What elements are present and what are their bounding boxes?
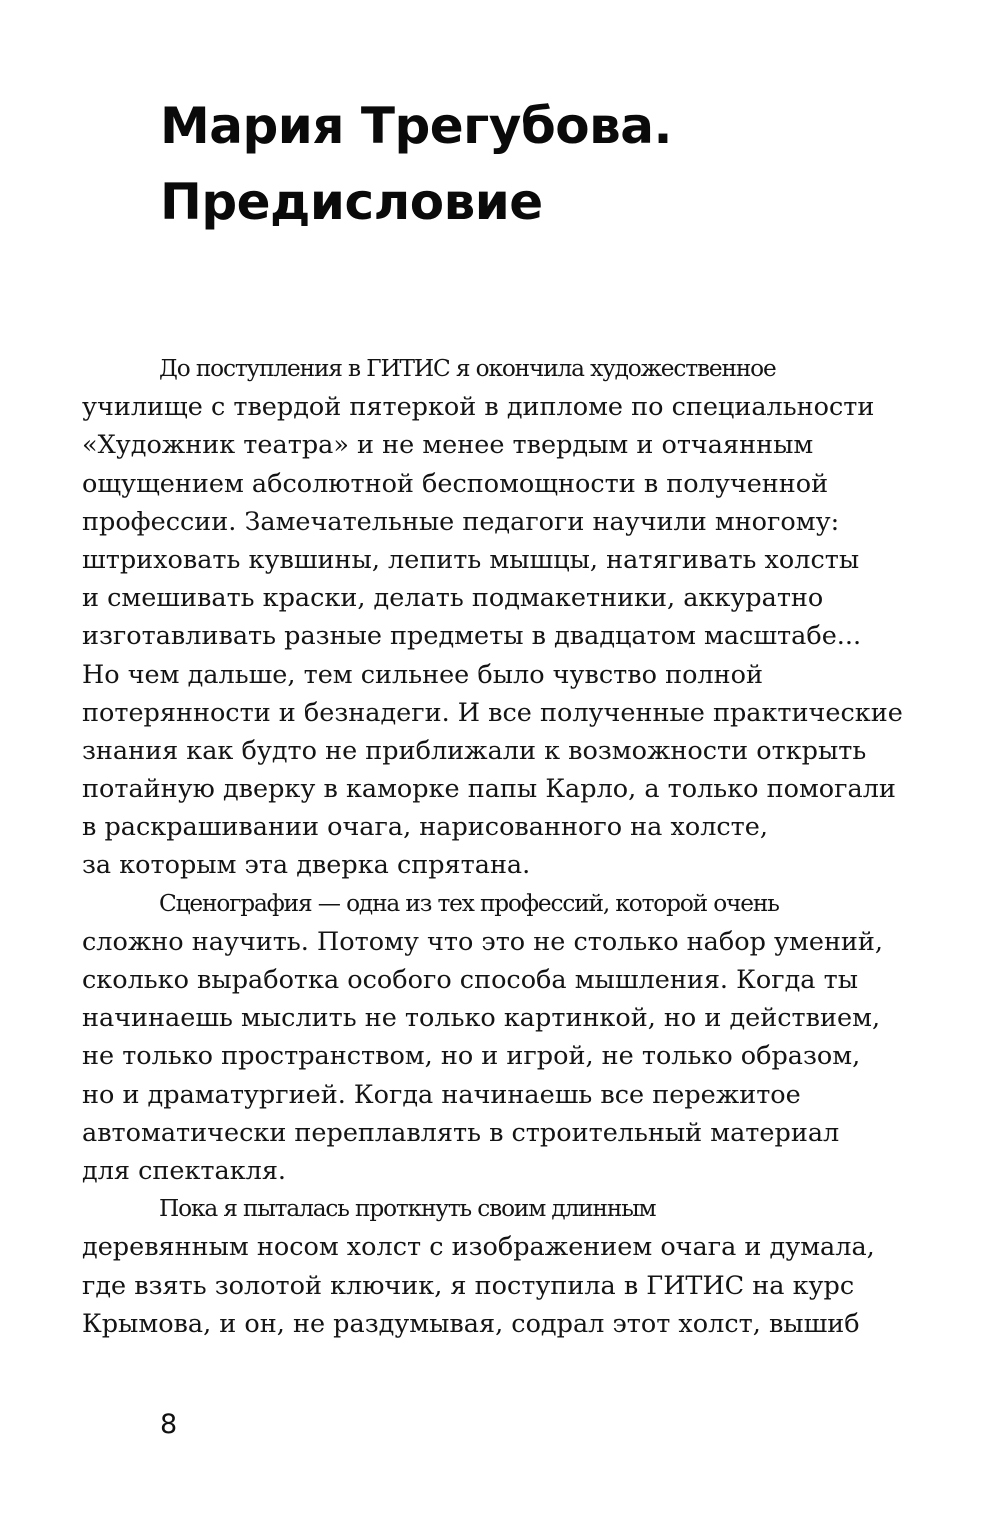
chapter-title-line-1: Мария Трегубова. [160,97,672,155]
text-line: училище с твердой пятеркой в дипломе по специальности [82,392,875,423]
text-line: не только пространством, но и игрой, не только образом, [82,1041,861,1072]
text-line: Пока я пыталась проткнуть своим длинным [159,1195,656,1223]
text-line: «Художник театра» и не менее твердым и отчаянным [82,430,814,461]
text-line: для спектакля. [82,1155,287,1186]
text-line: но и драматургией. Когда начинаешь все пережитое [82,1079,801,1110]
text-line: До поступления в ГИТИС я окончила художественное [159,355,776,382]
text-line: и смешивать краски, делать подмакетники, аккуратно [82,583,824,614]
chapter-title [160,88,672,240]
text-line: изготавливать разные предметы в двадцатом масштабе... [82,621,862,652]
text-line: штриховать кувшины, лепить мышцы, натягивать холсты [82,544,860,575]
text-line: Крымова, и он, не раздумывая, содрал этот холст, вышиб [82,1308,860,1339]
text-line: за которым эта дверка спрятана. [82,850,531,881]
text-line: знания как будто не приближали к возможности открыть [82,735,867,766]
text-line: автоматически переплавлять в строительный материал [82,1117,840,1148]
text-line: ощущением абсолютной беспомощности в полученной [82,468,829,499]
paragraph [82,885,942,1191]
text-line: потайную дверку в каморке папы Карло, а только помогали [82,774,896,805]
text-line: сложно научить. Потому что это не столько набор умений, [82,926,884,957]
paragraph [82,350,942,885]
text-line: сколько выработка особого способа мышления. Когда ты [82,965,858,995]
body-text [82,350,942,1343]
text-line: деревянным носом холст с изображением очага и думала, [82,1232,875,1263]
text-line: потерянности и безнадеги. И все полученные практические [82,697,903,728]
page-number: 8 [160,1409,178,1440]
text-line: профессии. Замечательные педагоги научили многому: [82,506,840,537]
paragraph [82,1190,942,1343]
text-line: где взять золотой ключик, я поступила в ГИТИС на курс [82,1270,855,1301]
text-line: в раскрашивании очага, нарисованного на холсте, [82,812,768,843]
text-line: Но чем дальше, тем сильнее было чувство полной [82,659,763,690]
text-line: Сценография — одна из тех профессий, которой очень [159,889,779,917]
chapter-title-line-2: Предисловие [160,173,543,231]
text-line: начинаешь мыслить не только картинкой, но и действием, [82,1003,881,1034]
